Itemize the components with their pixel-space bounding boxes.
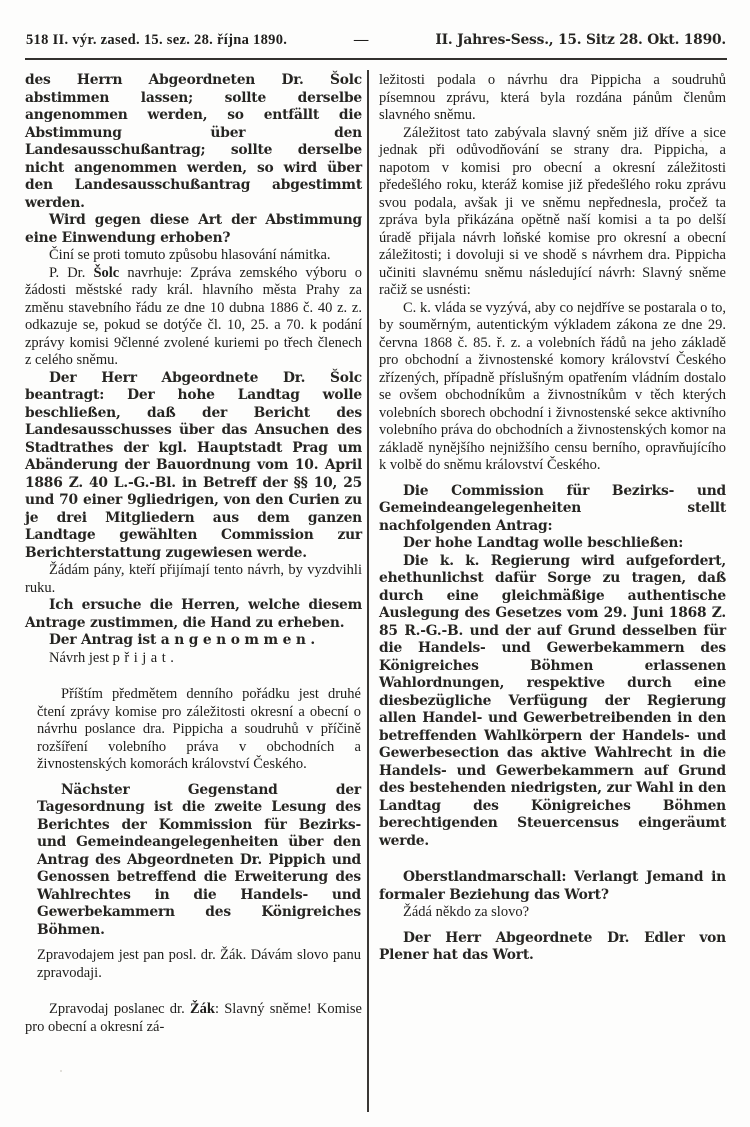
text-segment: angenommen [160, 632, 311, 648]
text-segment: Záležitost tato zabývala slavný sněm již dříve a sice jednak při odůvodňování se strany dra. Pippicha, a napotom v komisi pro obecní a okresní záležitosti předešlého roku, kteráž komise již předešlého roku zprávu svou podala, avšak ji ve sněmu nepřednesla, pročež ta zpráva byla přikázána opětně naší komisi a ta po delší úradě přijala návrh loňské komise pro okresní a obecní záležitosti; i dovoluji si ve shodě s návrhem dra. Pippicha učiniti slavnému sněmu následující návrh: Slavný sněme račiž se usnésti: [379, 124, 726, 298]
text-segment: Příštím předmětem denního pořádku jest druhé čtení zprávy komise pro záležitosti okresní a obecní o návrhu poslance dra. Pippicha a soudruhů v příčině rozšíření volebního práva v obchodních a živnostenských komorách království Českého. [37, 686, 361, 772]
paragraph [25, 650, 362, 668]
header-rule [25, 58, 727, 60]
paragraph [379, 125, 726, 300]
text-segment: Die Commission für Bezirks- und Gemeindeangelegenheiten stellt nachfolgenden Antrag: [379, 482, 726, 534]
text-segment: Der Antrag ist [49, 632, 161, 648]
paragraph [379, 535, 726, 553]
text-segment: Žádám pány, kteří přijímají tento návrh, by vyzdvihli ruku. [25, 562, 362, 596]
text-segment: Šolc [93, 264, 120, 281]
text-segment: Žádá někdo za slovo? [403, 904, 530, 920]
paragraph [37, 686, 361, 774]
text-segment: des Herrn Abgeordneten Dr. Šolc abstimmen lassen; sollte derselbe angenommen werden, so entfällt die Abstimmung über den Landesausschußantrag; sollte derselbe nicht angenommen werden, so wird über den Landesausschußantrag abgestimmt werden. [25, 72, 362, 211]
text-segment: Žák [189, 1001, 215, 1017]
header-dash: — [353, 32, 369, 48]
text-segment: C. k. vláda se vyzývá, aby co nejdříve se postarala o to, by souměrným, autentickým výkladem zákona ze dne 29. června 1868 č. 85. ř. z. a volebních řádů na jeho základě pro obchodní a živnostenské komory království Českého zřízených, případně příslušným opatřením vládním dostalo se ovšem obchodníkům a živnostníkům v těch kterých volebních sborech obchodní i živnostenské sekce aktivního volebního práva do obchodních a živnostenských komor na základě nynějšího nejnižšího censu berního, opravňujícího k volbě do sněmu království Českého. [379, 299, 726, 473]
paragraph [25, 370, 362, 563]
paragraph [25, 562, 362, 597]
paragraph [379, 904, 726, 922]
text-segment: : Slavný sněme! Komise pro obecní a okresní zá- [25, 1001, 362, 1035]
right-column [379, 72, 726, 965]
text-segment: Oberstlandmarschall [403, 869, 562, 885]
text-segment: Ich ersuche die Herren, welche diesem Antrage zustimmen, die Hand zu erheben. [25, 597, 362, 631]
text-segment: Der hohe Landtag wolle beschließen: [403, 535, 684, 551]
header-left-text: 518 II. výr. zased. 15. sez. 28. října 1890. [26, 32, 288, 48]
text-segment: P. Dr. [49, 264, 94, 281]
text-segment: ležitosti podala o návrhu dra Pippicha a soudruhů písemnou zprávu, která byla rozdána pánům členům slavného sněmu. [379, 72, 726, 123]
paragraph [379, 483, 726, 536]
paragraph [25, 597, 362, 632]
text-segment: Wird gegen diese Art der Abstimmung eine Einwendung erhoben? [25, 212, 362, 246]
text-segment: Zpravodaj poslanec dr. [49, 1001, 190, 1017]
text-segment: . [170, 649, 174, 666]
paragraph [25, 265, 362, 370]
scan-speckle [60, 1070, 62, 1072]
paragraph [379, 553, 726, 851]
text-segment: Der Herr Abgeordnete Dr. Šolc beantragt: Der hohe Landtag wolle beschließen, daß der Bericht des Landesausschusses über das Ansuchen des Stadtrathes der kgl. Hauptstadt Prag um Abänderung der Bauordnung vom 10. April 1886 Z. 40 L.-G.-Bl. in Betreff der §§ 10, 25 und 70 einer 9gliedrigen, von den Curien zu je drei Mitgliedern aus dem ganzen Landtage gewählten Commission zur Berichterstattung zugewiesen werde. [25, 369, 362, 561]
paragraph [25, 632, 362, 650]
text-segment: přijat [112, 649, 171, 666]
text-segment: Činí se proti tomuto způsobu hlasování námitka. [49, 247, 331, 263]
paragraph [25, 1001, 362, 1036]
text-segment: navrhuje: Zpráva zemského výboru o žádosti městské rady král. hlavního města Prahy za změnu stavebního řádu ze dne 10 dubna 1886 č. 40 z. z. odkazuje se, pokud se dotýče čl. 10, 25. a 70. k podání zprávy komisi 9členné zvolené kuriemi po třech členech z celého sněmu. [25, 264, 362, 368]
header-right-text: II. Jahres-Sess., 15. Sitz 28. Okt. 1890. [435, 32, 726, 48]
scan-speckle [700, 140, 702, 142]
text-segment: Der Herr Abgeordnete Dr. Edler von Plener hat das Wort. [379, 929, 726, 963]
text-segment: Zpravodajem jest pan posl. dr. Žák. Dávám slovo panu zpravodaji. [37, 947, 361, 981]
text-segment: Návrh jest [49, 649, 113, 666]
paragraph [379, 869, 726, 904]
page-header [26, 32, 726, 49]
left-column [25, 72, 362, 1036]
paragraph [25, 72, 362, 212]
paragraph [379, 72, 726, 125]
text-segment: Die k. k. Regierung wird aufgefordert, ehethunlichst dafür Sorge zu tragen, daß durch eine gleichmäßige authentische Auslegung des Gesetzes vom 29. Juni 1868 Z. 85 R.-G.-B. und der auf Grund desselben für die Handels- und Gewerbekammern des Königreiches Böhmen erlassenen Wahlordnungen, respektive durch eine diesbezügliche Verfügung der Regierung allen Handel- und Gewerbetreibenden in den betreffenden Wahlkörpern der Handels- und Gewerbesection das aktive Wahlrecht in die Handels- und Gewerbekammern auf Grund des bestehenden niedrigsten, zur Wahl in den Landtag des Königreiches Böhmen berechtigenden Steuercensus eingeräumt werde. [379, 552, 726, 849]
text-segment: . [310, 632, 316, 648]
paragraph [379, 930, 726, 965]
column-divider [367, 70, 369, 1112]
paragraph [25, 212, 362, 247]
text-segment: Nächster Gegenstand der Tagesordnung ist die zweite Lesung des Berichtes der Kommission für Bezirks- und Gemeindeangelegenheiten über den Antrag des Abgeordneten Dr. Pippich und Genossen betreffend die Erweiterung des Wahlrechtes in die Handels- und Gewerbekammern des Königreiches Böhmen. [37, 781, 361, 938]
paragraph [25, 247, 362, 265]
paragraph [37, 782, 361, 940]
text-segment: : Verlangt Jemand in formaler Beziehung das Wort? [379, 869, 726, 903]
paragraph [37, 947, 361, 982]
paragraph [379, 300, 726, 475]
